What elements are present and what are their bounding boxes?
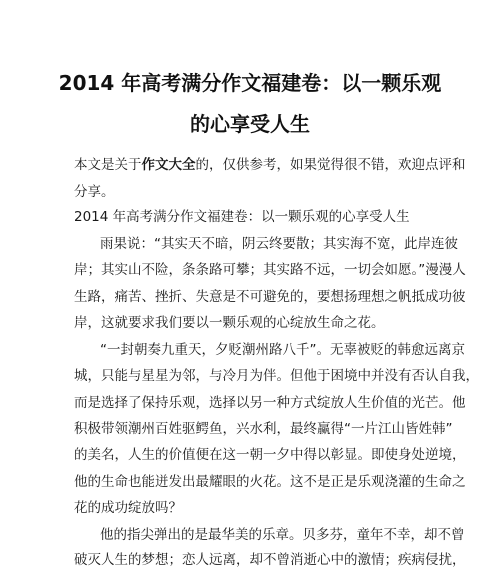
paragraph-1-line: 雨果说：“其实天不暗，阴云终要散；其实海不宽，此岸连彼 <box>100 236 458 252</box>
paragraph-1-line: 岸，这就要求我们要以一颗乐观的心绽放生命之花。 <box>74 315 385 331</box>
paragraph-2-line: 的美名，人生的价值便在这一朝一夕中得以彰显。即使身处逆境， <box>74 447 466 463</box>
paragraph-3-line: 破灭人生的梦想；恋人远离，却不曾消逝心中的激情；疾病侵扰， <box>74 552 466 568</box>
paragraph-3-line: 他的指尖弹出的是最华美的乐章。贝多芬，童年不幸，却不曾 <box>100 527 465 543</box>
paragraph-1-line: 生路，痛苦、挫折、失意是不可避免的，要想扬理想之帆抵成功彼 <box>74 289 466 305</box>
document-title-line-1: 2014 年高考满分作文福建卷：以一颗乐观 <box>58 71 442 95</box>
paragraph-2-line: 城，只能与星星为邻，与冷月为伴。但他于困境中并没有否认自我， <box>74 368 479 384</box>
paragraph-2-line: 积极带领潮州百姓驱鳄鱼，兴水利，最终赢得“一片江山皆姓韩” <box>74 421 453 437</box>
intro-suffix: 的，仅供参考，如果觉得很不错，欢迎点评和 <box>195 157 466 173</box>
paragraph-1-line: 岸；其实山不险，条条路可攀；其实路不远，一切会如愿。”漫漫人 <box>74 262 466 278</box>
article-subtitle: 2014 年高考满分作文福建卷：以一颗乐观的心享受人生 <box>74 209 410 225</box>
intro-line-2: 分享。 <box>74 184 115 200</box>
intro-keyword: 作文大全 <box>141 157 196 173</box>
document-title-line-2: 的心享受人生 <box>190 112 310 136</box>
paragraph-2-line: 他的生命也能迸发出最耀眼的火花。这不是正是乐观浇灌的生命之 <box>74 474 466 490</box>
paragraph-2-line: 而是选择了保持乐观，选择以另一种方式绽放人生价值的光芒。他 <box>74 395 466 411</box>
paragraph-2-line: 花的成功绽放吗？ <box>74 500 182 516</box>
intro-line-1 <box>74 156 466 174</box>
intro-prefix: 本文是关于 <box>74 157 142 173</box>
paragraph-2-line: “一封朝奏九重天，夕贬潮州路八千”。无辜被贬的韩愈远离京 <box>100 342 465 358</box>
